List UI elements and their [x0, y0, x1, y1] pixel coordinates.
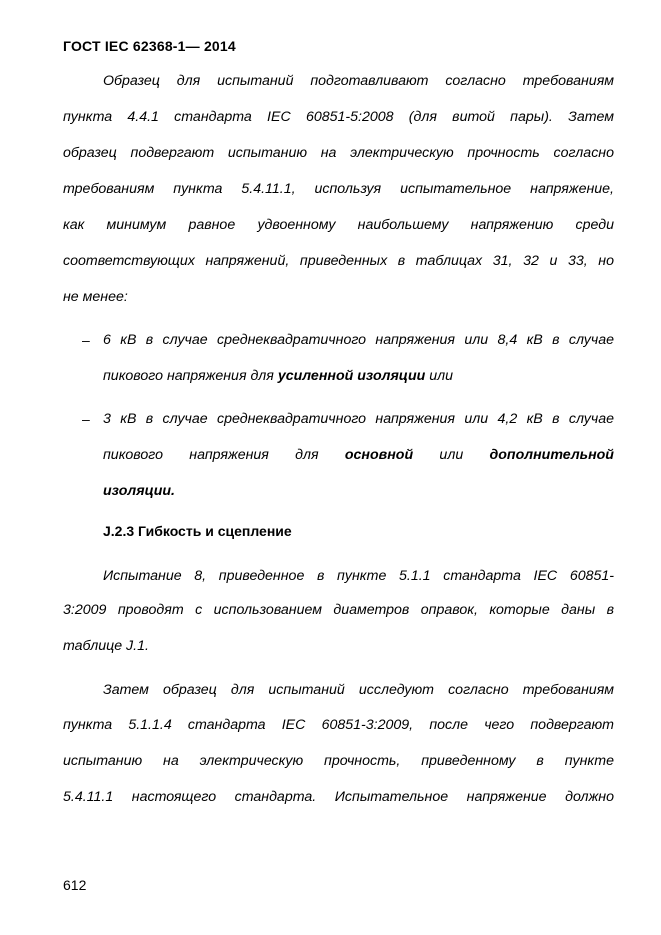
document-header: ГОСТ IEC 62368-1— 2014	[63, 38, 236, 54]
supplementary-insulation-term: дополнительной	[489, 447, 614, 463]
para2-line-2: 3:2009 проводят с использованием диаметров оправок, которые даны в	[63, 602, 614, 618]
para1-line-3: образец подвергают испытанию на электрическую прочность согласно	[63, 145, 614, 161]
page-number: 612	[63, 877, 87, 893]
list-item-1-line-1: 6 кВ в случае среднеквадратичного напряжения или 8,4 кВ в случае	[103, 332, 614, 348]
insulation-term: изоляции.	[103, 483, 176, 499]
para2-line-1: Испытание 8, приведенное в пункте 5.1.1 стандарта IEC 60851-	[103, 568, 614, 584]
list-item-1-line-2	[103, 366, 614, 386]
list-item-2-conjunction: или	[413, 447, 490, 463]
para3-line-3: испытанию на электрическую прочность, приведенному в пункте	[63, 753, 614, 769]
para3-line-1: Затем образец для испытаний исследуют согласно требованиям	[103, 682, 614, 698]
list-item-2-text: пикового напряжения для	[103, 447, 345, 463]
list-item-1-text-end: или	[425, 368, 454, 384]
para1-line-1: Образец для испытаний подготавливают согласно требованиям	[103, 73, 614, 89]
basic-insulation-term: основной	[344, 447, 414, 463]
para1-line-4: требованиям пункта 5.4.11.1, используя испытательное напряжение,	[63, 181, 614, 197]
para1-line-5: как минимум равное удвоенному наибольшему напряжению среди	[63, 217, 614, 233]
para1-line-2: пункта 4.4.1 стандарта IEC 60851-5:2008 (для витой пары). Затем	[63, 109, 614, 125]
para3-line-4: 5.4.11.1 настоящего стандарта. Испытательное напряжение должно	[63, 789, 614, 805]
para1-line-7: не менее:	[63, 289, 128, 305]
list-item-2-line-2	[103, 445, 614, 465]
para2-line-3: таблице J.1.	[63, 638, 149, 654]
list-item-2-dash: –	[82, 411, 90, 427]
reinforced-insulation-term: усиленной изоляции	[277, 368, 426, 384]
list-item-1-text: пикового напряжения для	[103, 368, 278, 384]
para1-line-6: соответствующих напряжений, приведенных в таблицах 31, 32 и 33, но	[63, 253, 614, 269]
list-item-2-line-3	[103, 481, 614, 501]
list-item-1-dash: –	[82, 332, 90, 348]
para3-line-2: пункта 5.1.1.4 стандарта IEC 60851-3:2009, после чего подвергают	[63, 717, 614, 733]
list-item-2-line-1: 3 кВ в случае среднеквадратичного напряжения или 4,2 кВ в случае	[103, 411, 614, 427]
section-heading: J.2.3 Гибкость и сцепление	[103, 523, 292, 539]
